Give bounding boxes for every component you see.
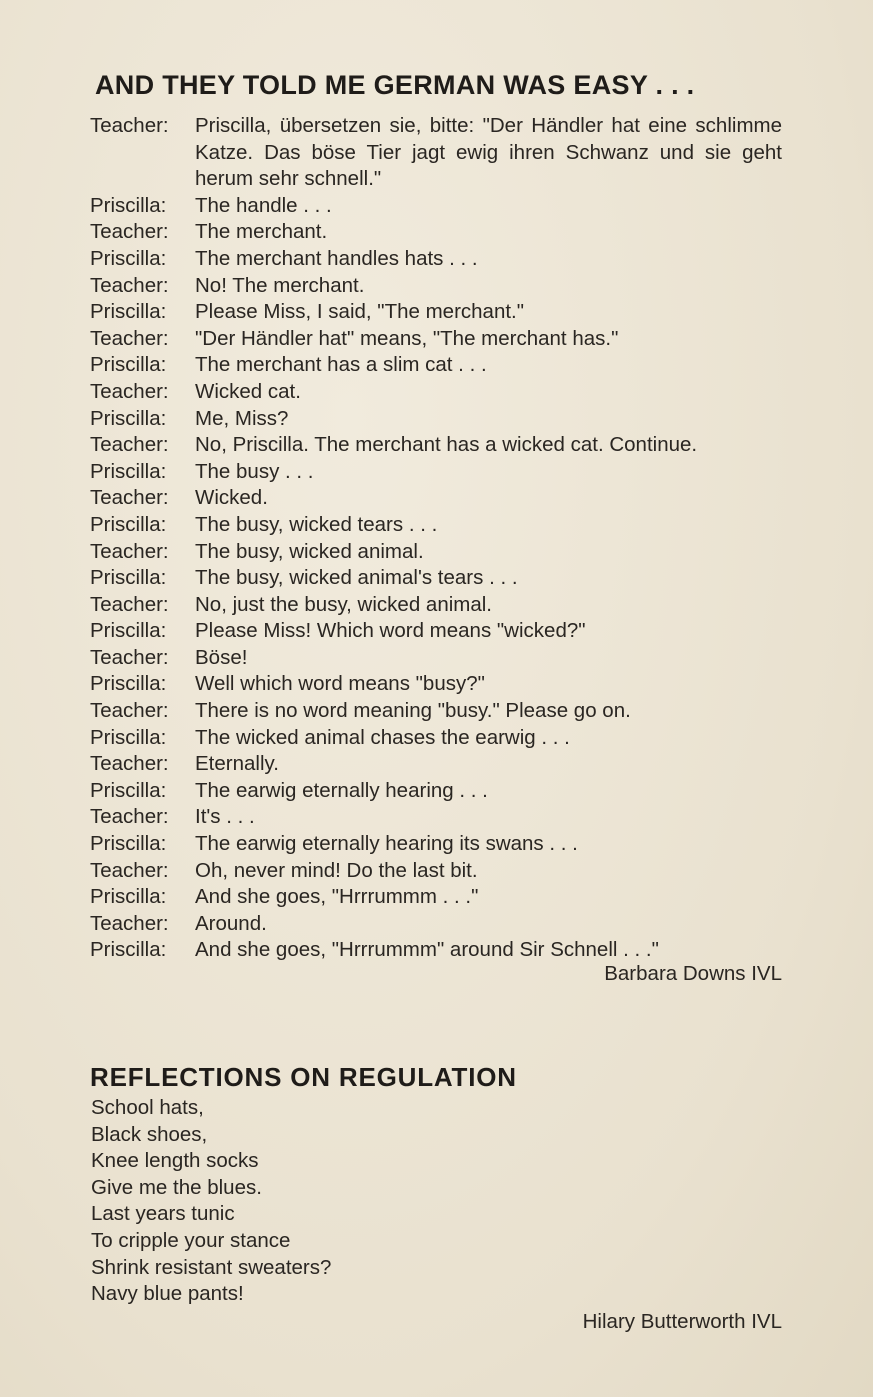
dialogue-line xyxy=(90,113,782,193)
dialogue-text: Eternally. xyxy=(195,752,279,776)
dialogue-line xyxy=(90,352,782,379)
speaker-label: Teacher: xyxy=(90,114,169,137)
poem-line: Give me the blues. xyxy=(91,1175,262,1199)
dialogue-line xyxy=(90,539,782,566)
dialogue-line xyxy=(90,512,782,539)
speaker-label: Teacher: xyxy=(90,699,169,723)
dialogue-text: Oh, never mind! Do the last bit. xyxy=(195,858,478,882)
speaker-label: Teacher: xyxy=(90,592,169,616)
dialogue-line xyxy=(90,671,782,698)
speaker-label: Priscilla: xyxy=(90,193,167,217)
dialogue-line xyxy=(90,379,782,406)
speaker-label: Teacher: xyxy=(90,326,169,350)
speaker-label: Priscilla: xyxy=(90,725,167,749)
author-byline: Barbara Downs IVL xyxy=(604,962,782,985)
poem-line: To cripple your stance xyxy=(91,1228,291,1252)
dialogue-line xyxy=(90,592,782,619)
dialogue-line xyxy=(90,459,782,486)
dialogue-text: The merchant. xyxy=(195,220,328,244)
dialogue-text: The earwig eternally hearing . . . xyxy=(195,778,488,802)
poem-line: Navy blue pants! xyxy=(91,1282,244,1306)
dialogue-text: Well which word means "busy?" xyxy=(195,672,485,696)
speaker-label: Priscilla: xyxy=(90,778,167,802)
dialogue-text: And she goes, "Hrrrummm . . ." xyxy=(195,885,479,909)
speaker-label: Teacher: xyxy=(90,645,169,669)
speaker-label: Priscilla: xyxy=(90,406,167,430)
dialogue-text: And she goes, "Hrrrummm" around Sir Schnell . . ." xyxy=(195,938,659,962)
dialogue-line xyxy=(90,326,782,353)
dialogue-line xyxy=(90,778,782,805)
dialogue-line xyxy=(90,618,782,645)
dialogue-line xyxy=(90,406,782,433)
speaker-label: Teacher: xyxy=(90,752,169,776)
dialogue-text: Around. xyxy=(195,911,267,935)
speaker-label: Priscilla: xyxy=(90,832,167,856)
dialogue-text: No, Priscilla. The merchant has a wicked cat. Continue. xyxy=(195,433,698,457)
dialogue-text: The merchant has a slim cat . . . xyxy=(195,353,487,377)
speaker-label: Teacher: xyxy=(90,433,169,457)
poem-line: Shrink resistant sweaters? xyxy=(91,1255,332,1279)
dialogue-line xyxy=(90,219,782,246)
speaker-label: Teacher: xyxy=(90,911,169,935)
dialogue-text: The wicked animal chases the earwig . . . xyxy=(195,725,570,749)
speaker-label: Priscilla: xyxy=(90,619,167,643)
speaker-label: Teacher: xyxy=(90,220,169,244)
dialogue-text: Please Miss, I said, "The merchant." xyxy=(195,300,525,324)
dialogue-text: The busy, wicked animal's tears . . . xyxy=(195,566,518,590)
dialogue-text: Please Miss! Which word means "wicked?" xyxy=(195,619,586,643)
dialogue-text: Wicked. xyxy=(195,486,268,510)
speaker-label: Priscilla: xyxy=(90,246,167,270)
speaker-label: Teacher: xyxy=(90,805,169,829)
speaker-label: Teacher: xyxy=(90,486,169,510)
dialogue-text: The busy, wicked tears . . . xyxy=(195,512,438,536)
dialogue-line xyxy=(90,565,782,592)
speaker-label: Priscilla: xyxy=(90,300,167,324)
dialogue xyxy=(90,113,782,964)
speaker-label: Priscilla: xyxy=(90,672,167,696)
dialogue-line xyxy=(90,884,782,911)
speaker-label: Priscilla: xyxy=(90,938,167,962)
poem-line: School hats, xyxy=(91,1096,204,1119)
speaker-label: Priscilla: xyxy=(90,512,167,536)
dialogue-text: Me, Miss? xyxy=(195,406,289,430)
speaker-label: Teacher: xyxy=(90,539,169,563)
dialogue-line xyxy=(90,858,782,885)
dialogue-text: The busy . . . xyxy=(195,459,314,483)
poem-author-byline: Hilary Butterworth IVL xyxy=(582,1310,782,1333)
dialogue-line xyxy=(90,751,782,778)
dialogue-line xyxy=(90,911,782,938)
dialogue-line xyxy=(90,937,782,964)
speaker-label: Teacher: xyxy=(90,273,169,297)
speaker-label: Teacher: xyxy=(90,379,169,403)
speaker-label: Priscilla: xyxy=(90,459,167,483)
poem-line: Knee length socks xyxy=(91,1149,259,1173)
dialogue-line xyxy=(90,485,782,512)
dialogue-text: Priscilla, übersetzen sie, bitte: "Der Händler hat eine schlimme Katze. Das böse Tier jagt ewig ihren Schwanz und sie geht herum sehr schnell." xyxy=(195,114,782,191)
dialogue-line xyxy=(90,725,782,752)
page-title: AND THEY TOLD ME GERMAN WAS EASY . . . xyxy=(95,70,695,100)
dialogue-text: The merchant handles hats . . . xyxy=(195,246,478,270)
dialogue-line xyxy=(90,273,782,300)
dialogue-text: It's . . . xyxy=(195,805,255,829)
section-title: REFLECTIONS ON REGULATION xyxy=(90,1062,517,1092)
dialogue-text: "Der Händler hat" means, "The merchant has." xyxy=(195,326,619,350)
speaker-label: Priscilla: xyxy=(90,885,167,909)
dialogue-line xyxy=(90,645,782,672)
dialogue-text: No, just the busy, wicked animal. xyxy=(195,592,492,616)
dialogue-line xyxy=(90,432,782,459)
speaker-label: Teacher: xyxy=(90,858,169,882)
speaker-label: Priscilla: xyxy=(90,353,167,377)
dialogue-text: The handle . . . xyxy=(195,193,332,217)
dialogue-text: The earwig eternally hearing its swans . . . xyxy=(195,832,578,856)
dialogue-text: Böse! xyxy=(195,645,248,669)
poem xyxy=(91,1095,331,1308)
dialogue-line xyxy=(90,804,782,831)
dialogue-text: The busy, wicked animal. xyxy=(195,539,424,563)
dialogue-line xyxy=(90,831,782,858)
poem-line: Last years tunic xyxy=(91,1202,235,1226)
dialogue-text: No! The merchant. xyxy=(195,273,365,297)
dialogue-line xyxy=(90,193,782,220)
dialogue-line xyxy=(90,698,782,725)
dialogue-text: Wicked cat. xyxy=(195,379,301,403)
dialogue-line xyxy=(90,299,782,326)
dialogue-line xyxy=(90,246,782,273)
speaker-label: Priscilla: xyxy=(90,566,167,590)
poem-line: Black shoes, xyxy=(91,1122,208,1146)
dialogue-text: There is no word meaning "busy." Please go on. xyxy=(195,699,631,723)
